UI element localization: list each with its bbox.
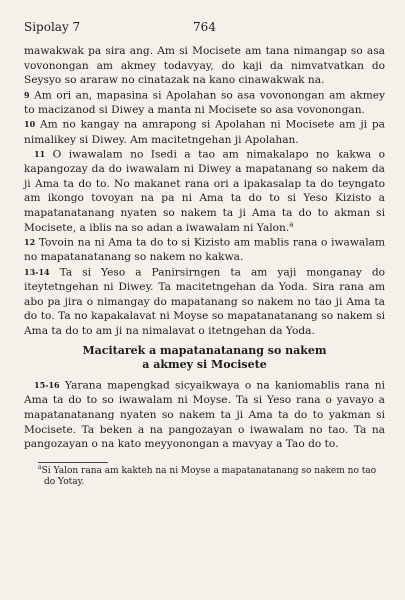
verse-paragraph	[24, 235, 385, 265]
verse-paragraph	[24, 117, 385, 147]
verse-number: 12	[24, 237, 36, 248]
verse-paragraph	[24, 88, 385, 118]
paragraph-continuation	[24, 44, 385, 88]
verse-paragraph	[24, 265, 385, 338]
footnote-marker[interactable]: a	[289, 220, 294, 229]
verse-number: 10	[24, 119, 36, 130]
verse-paragraph	[24, 147, 385, 235]
verse-text: Tovoin na ni Ama ta do to si Kizisto am mablis rana o iwawalam no mapatanatanang so nakem no kakwa.	[24, 236, 386, 264]
verse-text: Am ori an, mapasina si Apolahan so asa vovonongan am akmey to macizanod si Diwey a manta ni Mocisete so asa vovonongan.	[24, 89, 385, 116]
text-body	[24, 44, 385, 452]
verse-text: Am no kangay na amrapong si Apolahan ni Mocisete am ji pa nimalikey si Diwey. Am macitetngehan ji Apolahan.	[24, 118, 385, 146]
section-heading-line: a akmey si Mocisete	[142, 358, 267, 372]
paragraph-text: mawakwak pa sira ang. Am si Mocisete am tana nimangap so asa vovonongan am akmey todavyay, do kaji da nimvatvatkan do Seysyo so araraw no cinatazak na kano cinawakwak na.	[24, 45, 385, 87]
verse-number: 9	[24, 89, 30, 100]
running-head	[24, 20, 385, 40]
section-heading	[24, 344, 385, 372]
verse-number: 15-16	[34, 380, 60, 391]
book-name: Sipolay 7	[24, 20, 81, 34]
verse-text: Ta si Yeso a Panirsirngen ta am yaji monganay do iteytetngehan ni Diwey. Ta macitetngehan da Yoda. Sira rana am abo pa jira o nimangay do mapatanang so nakem no tao ji Ama ta do to. Ta no kapakalavat ni Moyse so mapatanatanang so nakem si Ama ta do to am ji na nimalavat o itetngehan da Yoda.	[24, 266, 386, 337]
verse-text: O iwawalam no Isedi a tao am nimakalapo no kakwa o kapangozay da do iwawalam ni Diwey a mapatanang so nakem da ji Ama ta do to. No makanet rana ori a ipakasalap ta do teyngato am ikongo tovoyan na pa ni Ama ta do to si Yeso Kizisto a mapatanatanang nyaten so nakem ta ji Ama ta do to akman si Mocisete, a iblis na so adan a iwawalam ni Yalon.	[24, 148, 385, 234]
verse-paragraph	[24, 378, 385, 451]
verse-number: 13-14	[24, 266, 50, 277]
verse-text: Yarana mapengkad sicyaikwaya o na kaniomablis rana ni Ama ta do to so iwawalam ni Moyse. Ta si Yeso rana o yavayo a mapatanatanang nyaten so nakem ta ji Ama ta do to yakman si Mocisete. Ta beken a na pangozayan o iwawalam no tao. Ta na pangozayan o na kato meyyonongan a mavyay a Tao do to.	[24, 379, 386, 451]
verse-number: 11	[34, 149, 46, 160]
footnote-marker: a	[38, 463, 42, 471]
section-heading-line: Macitarek a mapatanatanang so nakem	[82, 344, 327, 358]
footnote-divider	[38, 462, 108, 463]
footnote	[30, 463, 385, 489]
footnote-text: Si Yalon rana am kakteh na ni Moyse a mapatanatanang so nakem no tao do Yotay.	[41, 465, 377, 488]
page-number: 764	[193, 20, 216, 34]
